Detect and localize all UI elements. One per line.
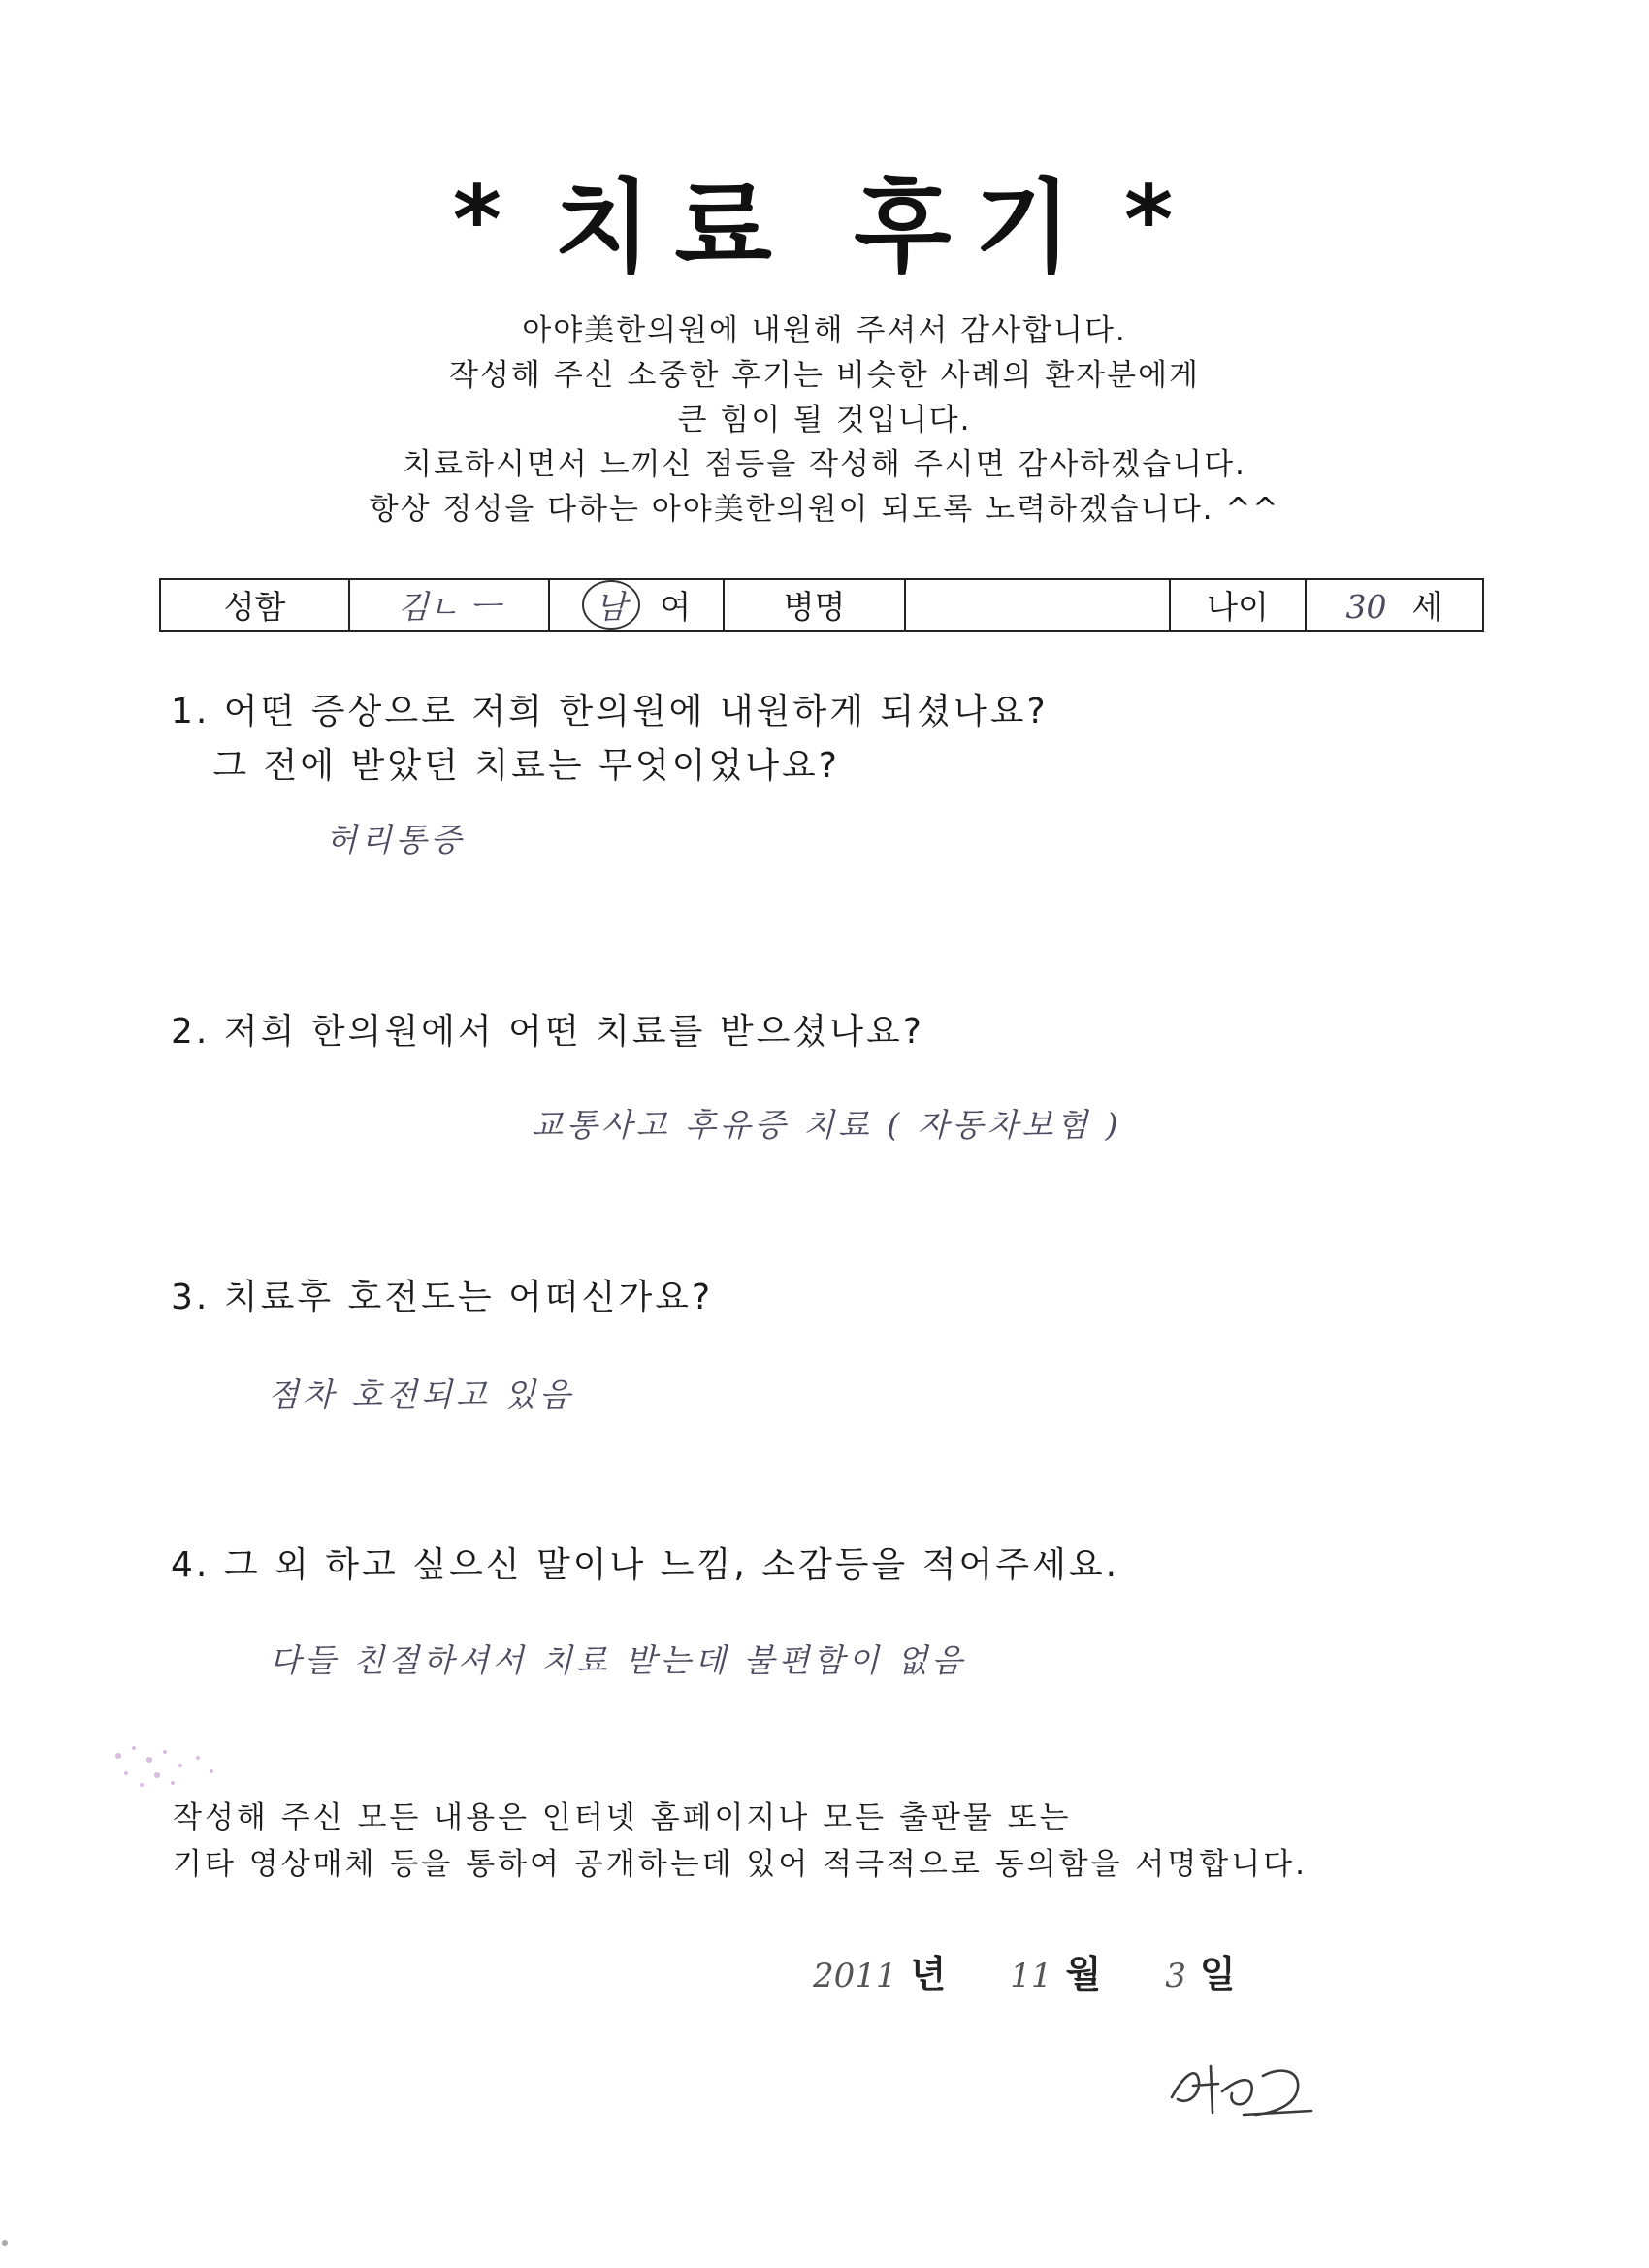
answer-3: 점차 호전되고 있음 [268,1376,575,1413]
gender-male-circled[interactable]: 남 [582,580,640,630]
answer-1: 허리통증 [326,821,466,859]
consent-text [173,1795,1308,1888]
gender-field[interactable] [549,579,724,631]
answer-2: 교통사고 후유증 치료 ( 자동차보험 ) [532,1106,1122,1144]
signature[interactable] [1154,2037,1329,2124]
date-month-unit: 월 [1065,1953,1102,1995]
stamp-residue [105,1736,231,1795]
name-field[interactable]: 김ㄴ ㅡ [349,579,549,631]
age-value: 30 [1345,588,1387,626]
page-title [0,146,1649,291]
intro-line: 작성해 주신 소중한 후기는 비슷한 사례의 환자분에게 [449,358,1200,393]
date-line [813,1944,1236,1997]
disease-field[interactable] [905,579,1170,631]
date-year-unit: 년 [910,1953,947,1995]
consent-line: 작성해 주신 모든 내용은 인터넷 홈페이지나 모든 출판물 또는 [173,1800,1072,1835]
name-label: 성함 [160,579,349,631]
disease-label: 병명 [724,579,905,631]
question-text: 그 전에 받았던 치료는 무엇이었나요? [171,746,840,786]
star-right: * [1124,166,1197,275]
question-3 [171,1271,713,1325]
info-row [160,579,1483,631]
date-year[interactable]: 2011 [813,1957,897,1995]
question-text: 4. 그 외 하고 싶으신 말이나 느낌, 소감등을 적어주세요. [171,1545,1120,1585]
question-2 [171,1005,924,1059]
intro-line: 치료하시면서 느끼신 점등을 작성해 주시면 감사하겠습니다. [403,447,1246,482]
intro-line: 아야美한의원에 내원해 주셔서 감사합니다. [522,313,1127,348]
question-text: 1. 어떤 증상으로 저희 한의원에 내원하게 되셨나요? [171,692,1049,731]
intro-line: 큰 힘이 될 것입니다. [677,403,972,437]
date-day-unit: 일 [1199,1953,1236,1995]
age-field[interactable] [1306,579,1483,631]
date-day[interactable]: 3 [1165,1957,1186,1995]
intro-text [0,308,1649,532]
question-text: 3. 치료후 호전도는 어떠신가요? [171,1278,714,1317]
intro-line: 항상 정성을 다하는 아야美한의원이 되도록 노력하겠습니다. ^^ [369,492,1280,527]
answer-4: 다들 친절하셔서 치료 받는데 불편함이 없음 [270,1641,967,1679]
question-4 [171,1539,1119,1593]
title-text: 치료 후기 [553,168,1096,286]
age-unit: 세 [1411,588,1443,626]
scan-speck [2,2240,8,2246]
question-1 [171,685,1049,794]
gender-female[interactable]: 여 [660,588,692,626]
consent-line: 기타 영상매체 등을 통하여 공개하는데 있어 적극적으로 동의함을 서명합니다. [173,1847,1308,1882]
patient-info-table [159,578,1484,632]
star-left: * [452,166,525,275]
date-month[interactable]: 11 [1010,1957,1052,1995]
question-text: 2. 저희 한의원에서 어떤 치료를 받으셨나요? [171,1012,924,1052]
age-label: 나이 [1170,579,1306,631]
